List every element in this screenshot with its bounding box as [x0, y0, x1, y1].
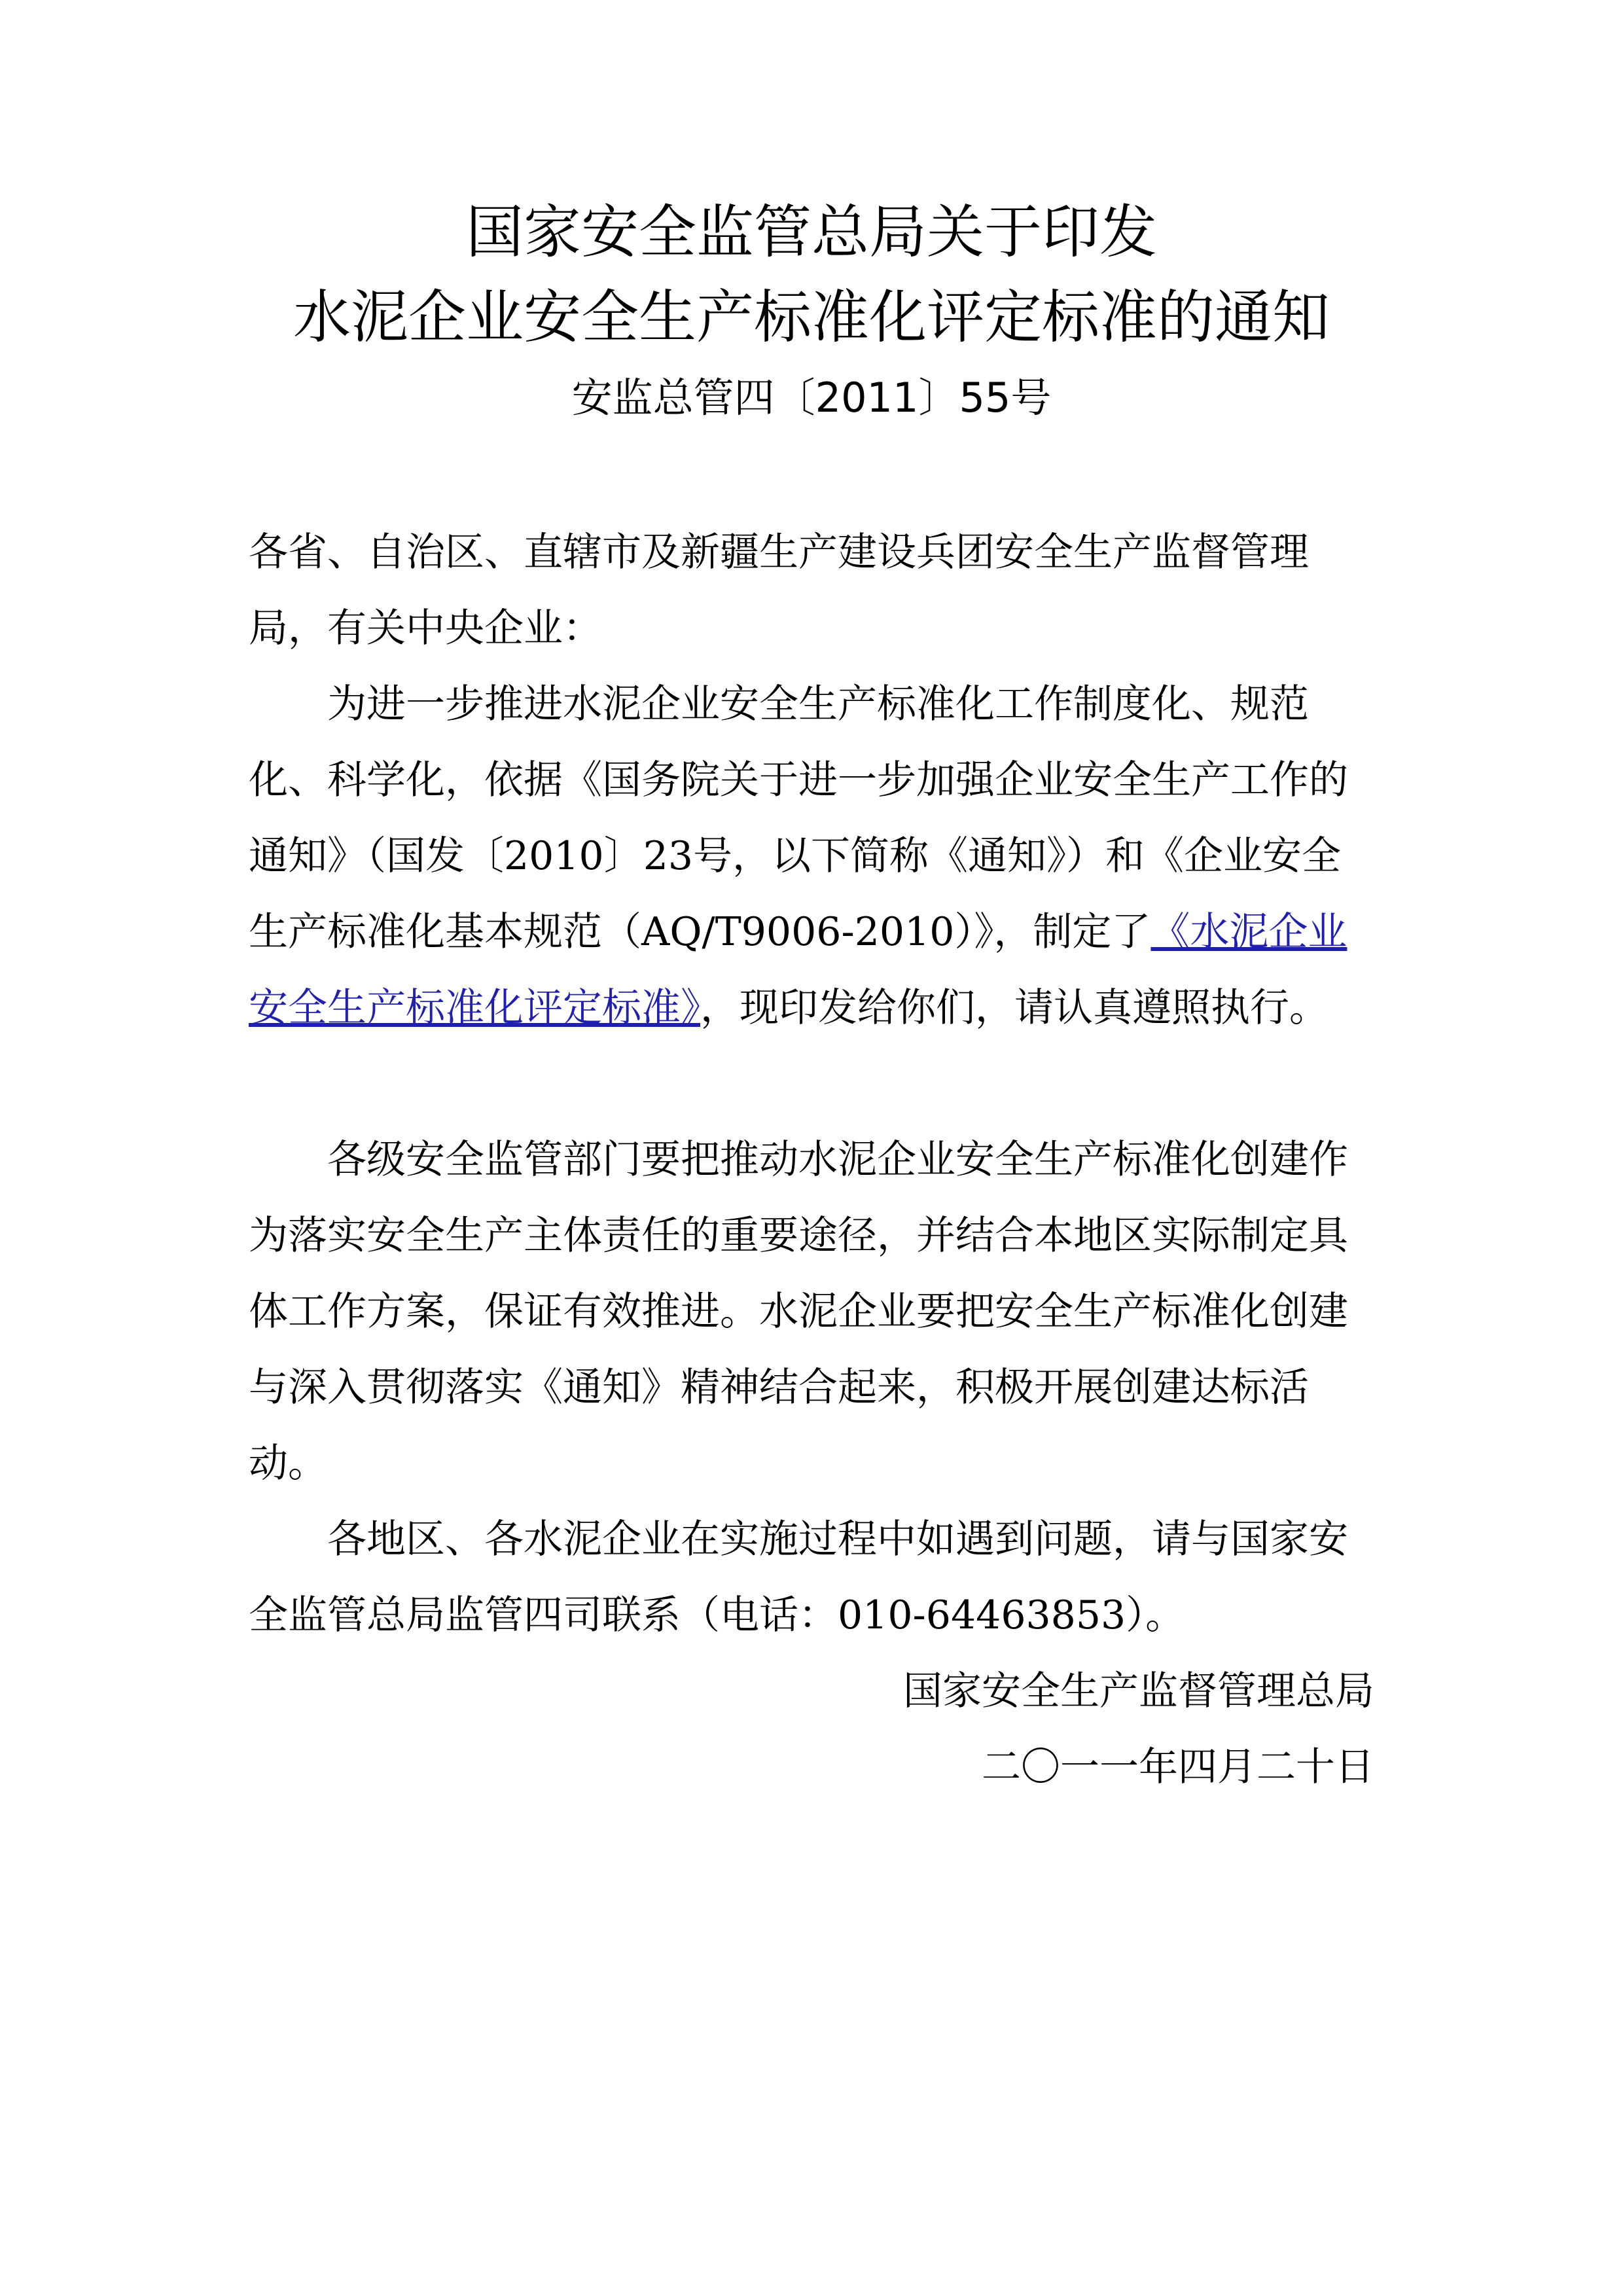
- document-title-line-2: 水泥企业安全生产标准化评定标准的通知: [293, 283, 1330, 351]
- signature-date: 二〇一一年四月二十日: [982, 1744, 1374, 1790]
- evaluation-standard-link[interactable]: 《水泥企业安全生产标准化评定标准》: [249, 909, 1347, 1031]
- document-number: 安监总管四〔2011〕55号: [571, 374, 1052, 422]
- signature-organization: 国家安全生产监督管理总局: [903, 1668, 1374, 1714]
- paragraph-1-text-before-link: 为进一步推进水泥企业安全生产标准化工作制度化、规范化、科学化，依据《国务院关于进一步加强企业安全生产工作的通知》（国发〔2010〕23号，以下简称《通知》）和《企业安全生产标准化基本规范（AQ/T9006-2010）》，制定了: [249, 681, 1348, 955]
- paragraph-3: 各地区、各水泥企业在实施过程中如遇到问题，请与国家安全监管总局监管四司联系（电话：010-64463853）。: [249, 1516, 1348, 1638]
- document-title-line-1: 国家安全监管总局关于印发: [465, 198, 1157, 266]
- salutation: 各省、自治区、直辖市及新疆生产建设兵团安全生产监督管理局，有关中央企业：: [249, 529, 1309, 651]
- paragraph-1: [249, 666, 1374, 1046]
- paragraph-2: 各级安全监管部门要把推动水泥企业安全生产标准化创建作为落实安全生产主体责任的重要途径，并结合本地区实际制定具体工作方案，保证有效推进。水泥企业要把安全生产标准化创建与深入贯彻落实《通知》精神结合起来，积极开展创建达标活动。: [249, 1137, 1348, 1486]
- paragraph-1-text-after-link: ，现印发给你们，请认真遵照执行。: [700, 985, 1329, 1031]
